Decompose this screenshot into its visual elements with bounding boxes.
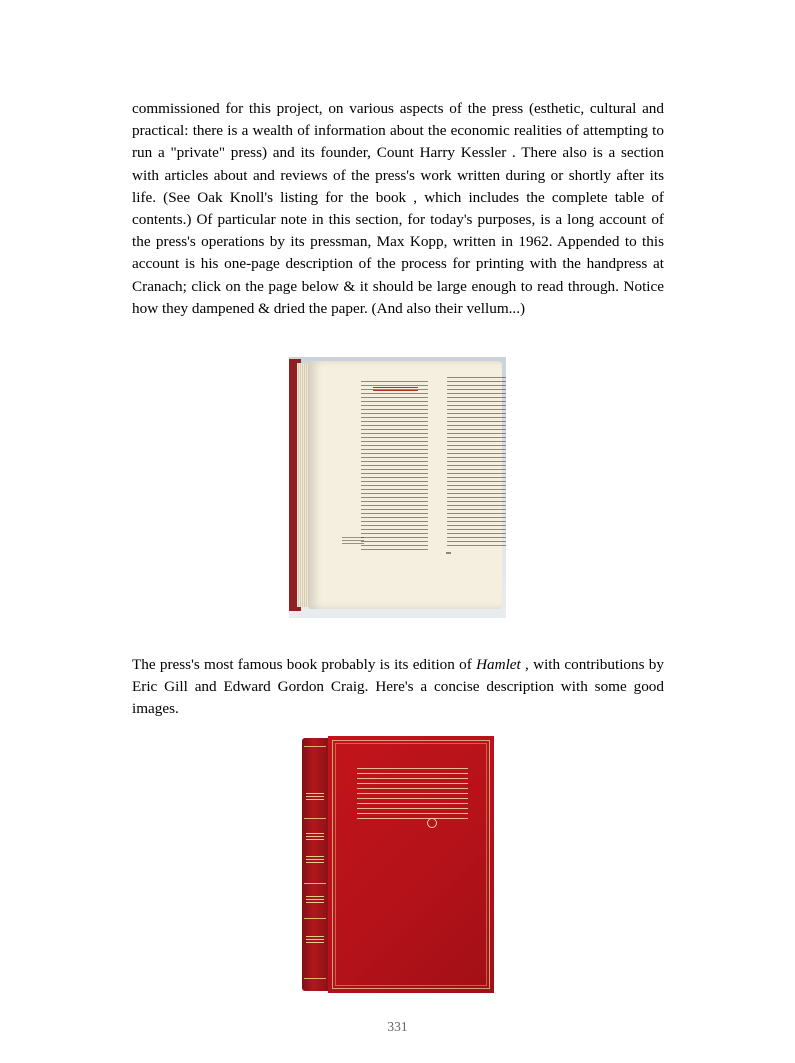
text-column-left (361, 381, 428, 551)
spine-lettering (306, 793, 324, 800)
book-front-cover (328, 736, 494, 993)
text-column-right (447, 377, 506, 549)
spine-lettering (306, 856, 324, 863)
paragraph-2-text-start: The press's most famous book probably is its edition of (132, 656, 477, 673)
margin-note (342, 537, 364, 545)
spine-band (304, 978, 326, 979)
gilt-title-lettering (357, 768, 468, 820)
spine-band (304, 918, 326, 919)
spine-band (304, 818, 326, 819)
paragraph-2-text-end: , with contributions by Eric Gill and Edward Gordon Craig. Here's a concise description with some good images. (132, 656, 664, 718)
open-page (309, 361, 502, 609)
folio-mark (446, 552, 451, 554)
book-spine (302, 738, 328, 991)
body-paragraph-2 (132, 654, 664, 721)
page-number: 331 (387, 1019, 408, 1034)
spine-lettering (306, 833, 324, 840)
hamlet-book-cover-photo[interactable] (302, 736, 496, 993)
open-book-page-photo[interactable] (289, 357, 506, 618)
press-emblem (427, 818, 437, 828)
spine-lettering (306, 896, 324, 903)
body-paragraph-1: commissioned for this project, on various aspects of the press (esthetic, cultural and practical: there is a wealth of information about the economic realities of attempting to run a "private" press) and its founder, Count Harry Kessler . There also is a section with articles about and reviews of the press's work written during or shortly after its life. (See Oak Knoll's listing for the book , which includes the complete table of contents.) Of particular note in this section, for today's purposes, is a long account of the press's operations by its pressman, Max Kopp, written in 1962. Appended to this account is his one-page description of the process for printing with the handpress at Cranach; click on the page below & it should be large enough to read through. Notice how they dampened & dried the paper. (And also their vellum...) (132, 100, 664, 317)
hamlet-title-italic: Hamlet (476, 656, 521, 673)
spine-band (304, 746, 326, 747)
spine-band (304, 883, 326, 884)
spine-lettering (306, 936, 324, 943)
